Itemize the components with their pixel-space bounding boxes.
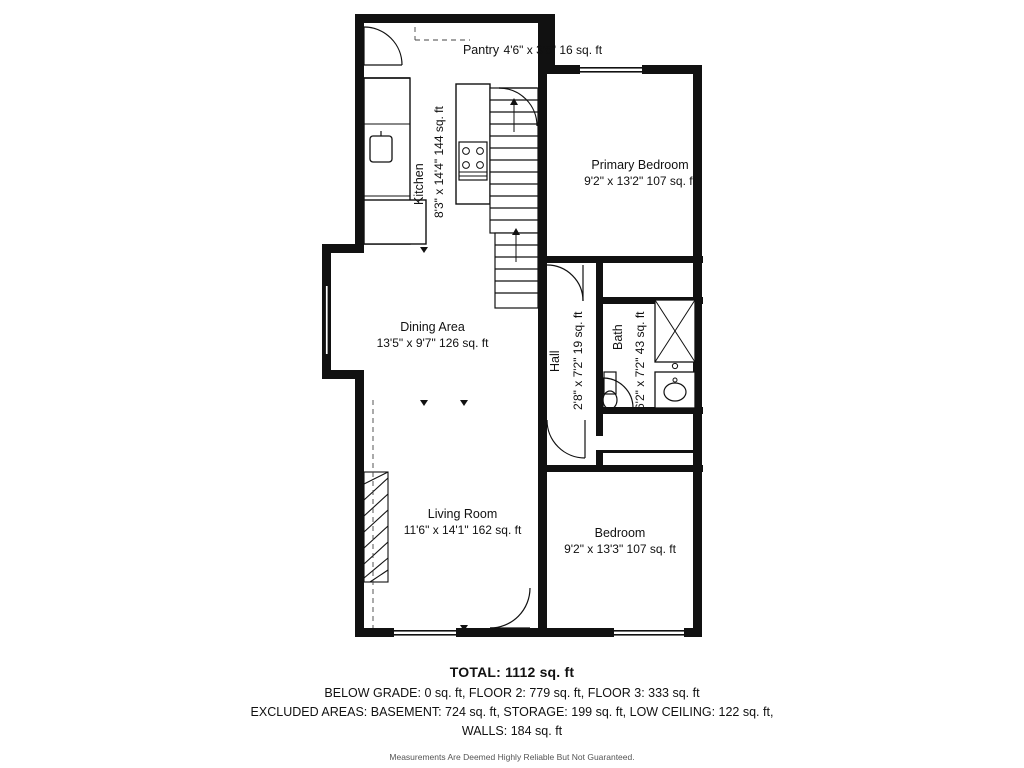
- excluded-areas-line2: WALLS: 184 sq. ft: [461, 723, 563, 738]
- room-name-living-room: Living Room: [427, 507, 498, 521]
- room-name-kitchen: Kitchen: [412, 163, 426, 205]
- room-dims-living-room: 11'6" x 14'1" 162 sq. ft: [403, 522, 522, 537]
- room-dims-pantry: 4'6" x 3'5" 16 sq. ft: [503, 43, 603, 57]
- room-name-bedroom: Bedroom: [594, 526, 646, 540]
- measurement-disclaimer: Measurements Are Deemed Highly Reliable But Not Guaranteed.: [389, 752, 635, 763]
- floor-breakdown: BELOW GRADE: 0 sq. ft, FLOOR 2: 779 sq. ft, FLOOR 3: 333 sq. ft: [324, 686, 700, 700]
- room-dims-bedroom: 9'2" x 13'3" 107 sq. ft: [564, 541, 676, 556]
- excluded-areas-line1: EXCLUDED AREAS: BASEMENT: 724 sq. ft, STORAGE: 199 sq. ft, LOW CEILING: 122 sq. ft,: [250, 704, 774, 719]
- room-dims-hall: 2'8" x 7'2" 19 sq. ft: [571, 311, 585, 410]
- room-dims-bath: 6'2" x 7'2" 43 sq. ft: [633, 311, 647, 410]
- room-name-primary-bedroom: Primary Bedroom: [591, 158, 689, 172]
- room-name-pantry: Pantry: [462, 43, 500, 57]
- room-name-dining-area: Dining Area: [400, 320, 465, 334]
- room-dims-primary-bedroom: 9'2" x 13'2" 107 sq. ft: [584, 173, 696, 188]
- area-summary: [0, 664, 1024, 762]
- room-name-hall: Hall: [548, 350, 562, 372]
- interior-fixtures: [364, 27, 695, 631]
- room-name-bath: Bath: [611, 324, 625, 350]
- room-dims-kitchen: 8'3" x 14'4" 144 sq. ft: [432, 106, 446, 218]
- room-dims-dining-area: 13'5" x 9'7" 126 sq. ft: [376, 335, 489, 350]
- total-area: TOTAL: 1112 sq. ft: [449, 664, 575, 680]
